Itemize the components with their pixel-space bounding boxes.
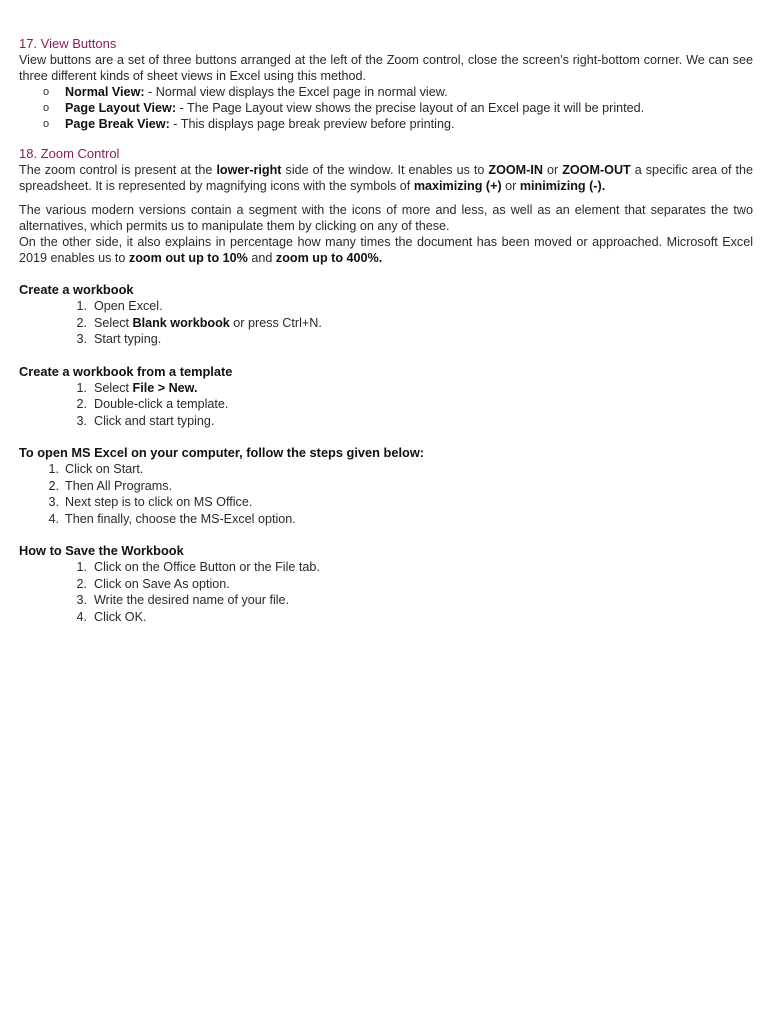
step-number: 3. [76, 593, 87, 607]
list-item [19, 315, 753, 332]
text-run: or [501, 179, 520, 193]
view-buttons-list [19, 84, 753, 132]
step-text: Then finally, choose the MS-Excel option. [65, 511, 296, 526]
zoom-control-paragraph-2: The various modern versions contain a segment with the icons of more and less, as well as an element that separates the two alternatives, which permits us to manipulate them by clicking on any of these. [19, 203, 753, 233]
heading-save-workbook: How to Save the Workbook [19, 543, 184, 558]
text-run-bold: minimizing (-). [519, 179, 606, 193]
step-text: Start typing. [94, 332, 162, 346]
text-run-bold: lower-right [216, 163, 282, 177]
list-item [19, 478, 753, 495]
step-number: 3. [76, 332, 87, 346]
term: Page Layout View: [65, 101, 177, 115]
list-item [19, 461, 753, 478]
open-excel-steps [19, 461, 753, 527]
step-text: Select [94, 380, 133, 395]
step-text-bold: File > New. [132, 380, 198, 395]
heading-create-from-template: Create a workbook from a template [19, 363, 233, 379]
step-number: 2. [76, 397, 87, 411]
step-text: Write the desired name of your file. [94, 593, 290, 607]
description: - Normal view displays the Excel page in normal view. [144, 85, 448, 99]
list-item [43, 100, 753, 116]
list-item [19, 511, 753, 528]
heading-create-workbook: Create a workbook [19, 282, 134, 297]
text-run: On the other side, it also explains in percentage how many times the document has been moved or approached. Microsoft Excel 2019 enables us to [19, 235, 753, 265]
text-run-bold: ZOOM-IN [488, 163, 543, 177]
document-page [19, 36, 753, 625]
text-run-bold: zoom up to 400%. [275, 251, 383, 265]
step-number: 2. [48, 478, 59, 493]
text-run-bold: zoom out up to 10% [128, 251, 248, 265]
list-item [19, 298, 753, 315]
step-number: 1. [76, 299, 87, 313]
step-number: 1. [48, 462, 59, 476]
step-text: Click on Save As option. [94, 576, 230, 591]
list-item [19, 494, 753, 511]
create-workbook-steps [19, 298, 753, 348]
list-item [19, 396, 753, 413]
text-run: The zoom control is present at the [19, 163, 217, 177]
description: - This displays page break preview before printing. [169, 117, 455, 131]
list-item [19, 380, 753, 397]
step-text: Next step is to click on MS Office. [65, 495, 253, 509]
circle-bullet-icon: o [43, 86, 50, 98]
term: Page Break View: [65, 117, 170, 131]
list-item [19, 576, 753, 593]
step-text: Click on Start. [65, 462, 144, 476]
step-text: Click OK. [94, 609, 147, 624]
spacer [19, 194, 753, 202]
view-buttons-intro: View buttons are a set of three buttons arranged at the left of the Zoom control, close the screen's right-bottom corner. We can see three different kinds of sheet views in Excel using this method. [19, 53, 753, 83]
spacer [19, 132, 753, 146]
spacer [19, 266, 753, 282]
term: Normal View: [65, 85, 145, 99]
create-from-template-steps [19, 380, 753, 430]
circle-bullet-icon: o [43, 118, 50, 130]
heading-open-excel: To open MS Excel on your computer, follow the steps given below: [19, 445, 425, 460]
step-number: 3. [48, 495, 59, 509]
zoom-control-paragraph-3 [19, 234, 753, 266]
step-text: or press Ctrl+N. [229, 315, 322, 330]
step-number: 4. [48, 511, 59, 526]
text-run-bold: ZOOM-OUT [562, 163, 631, 177]
step-text: Double-click a template. [94, 397, 229, 411]
step-text: Open Excel. [94, 299, 163, 313]
list-item [19, 331, 753, 348]
step-text: Click on the Office Button or the File tab. [94, 560, 320, 574]
step-number: 2. [76, 576, 87, 591]
step-number: 1. [76, 380, 87, 395]
section-title-view-buttons: 17. View Buttons [19, 36, 117, 51]
step-text: Click and start typing. [94, 413, 215, 428]
save-workbook-steps [19, 559, 753, 625]
step-number: 2. [76, 315, 87, 330]
spacer [19, 348, 753, 364]
text-run: a specific area of the spreadsheet. It is represented by magnifying icons with the symbols of [19, 163, 753, 193]
description: - The Page Layout view shows the precise layout of an Excel page it will be printed. [176, 101, 645, 115]
zoom-control-paragraph-1 [19, 162, 753, 194]
list-item [19, 559, 753, 576]
step-text: Select [94, 315, 133, 330]
spacer [19, 527, 753, 543]
list-item [19, 609, 753, 626]
step-number: 1. [76, 560, 87, 574]
text-run: or [542, 163, 563, 177]
step-number: 3. [76, 413, 87, 428]
list-item [43, 84, 753, 100]
circle-bullet-icon: o [43, 102, 50, 114]
spacer [19, 429, 753, 445]
step-text-bold: Blank workbook [132, 315, 230, 330]
text-run-bold: maximizing (+) [413, 179, 502, 193]
list-item [43, 116, 753, 132]
section-title-zoom-control: 18. Zoom Control [19, 146, 120, 161]
text-run: and [247, 251, 276, 265]
step-text: Then All Programs. [65, 478, 173, 493]
list-item [19, 592, 753, 609]
step-number: 4. [76, 609, 87, 624]
text-run: side of the window. It enables us to [281, 163, 489, 177]
list-item [19, 413, 753, 430]
